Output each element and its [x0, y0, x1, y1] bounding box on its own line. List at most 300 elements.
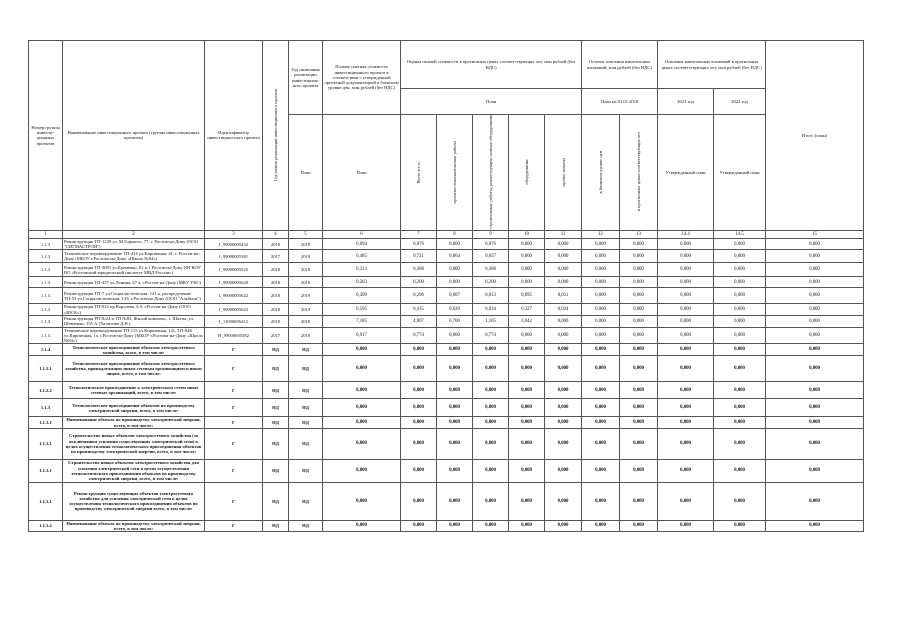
table-cell: 0,000	[714, 238, 766, 249]
table-cell: 0,000	[714, 327, 766, 344]
header-plan-col5: План	[289, 115, 323, 231]
table-cell: 0,000	[401, 399, 437, 417]
table-cell: 0,000	[620, 482, 658, 520]
column-number: 2	[63, 230, 205, 238]
table-cell: 0,415	[401, 304, 437, 315]
table-cell: 2018	[263, 238, 289, 249]
table-cell: 0,000	[620, 344, 658, 356]
table-cell: 0,000	[473, 459, 509, 482]
cell-group-number: 1.1.3.2	[29, 520, 63, 531]
table-cell: 0,694	[323, 238, 401, 249]
cell-project-id: I_11000005412	[205, 315, 263, 327]
table-cell: НД	[289, 459, 323, 482]
table-cell: 0,000	[766, 417, 864, 428]
table-cell: 0,087	[437, 288, 473, 304]
table-cell: 0,000	[766, 238, 864, 249]
table-cell: 0,000	[473, 399, 509, 417]
table-cell: 0,000	[766, 382, 864, 399]
table-row	[29, 520, 864, 531]
table-cell: 0,000	[766, 399, 864, 417]
table-cell: 3,042	[509, 315, 545, 327]
table-cell: 0,000	[509, 382, 545, 399]
column-number: 12	[582, 230, 620, 238]
table-cell: 0,000	[323, 399, 401, 417]
header-full-cost-estimate: Оценка полной стоимости в прогнозных ценах соответствующих лет, млн рублей (без НДС)	[401, 41, 582, 89]
table-cell: 0,000	[620, 417, 658, 428]
cell-group-number: 1.1.3.1	[29, 482, 63, 520]
table-cell: 0,000	[658, 356, 714, 382]
table-cell: 0,000	[658, 277, 714, 288]
header-year-2021: 2021 год	[658, 89, 714, 115]
table-cell: 0,000	[323, 459, 401, 482]
cell-project-id: I_99000005620	[205, 277, 263, 288]
table-cell: НД	[289, 482, 323, 520]
table-cell: 2018	[263, 315, 289, 327]
cell-project-name: Реконструкция ТП-1239 ул. М.Горького, 77, г. Ростов-на-Дону (ООО "СИГМАСТРОЙ")	[63, 238, 205, 249]
table-cell: 0,000	[658, 304, 714, 315]
table-cell: 0,000	[473, 382, 509, 399]
table-cell: 0,000	[766, 344, 864, 356]
column-number: 4	[263, 230, 289, 238]
column-number: 13	[620, 230, 658, 238]
table-cell: 0,000	[437, 238, 473, 249]
table-cell: 0,203	[323, 277, 401, 288]
table-cell: 0,000	[658, 417, 714, 428]
table-cell: 0,000	[545, 428, 582, 459]
table-row	[29, 428, 864, 459]
column-number: 6	[323, 230, 401, 238]
header-approved-plan-2021: Утвержденный план	[658, 115, 714, 231]
table-cell: 4,907	[401, 315, 437, 327]
cell-group-number: 1.1.3	[29, 288, 63, 304]
cell-project-name: Реконструкция ТП-3091 ул.Еременко, 81 к.1 Ростов-на-Дону (ФГКОУ ВО «Ростовский юридический институт МВД России»)	[63, 263, 205, 277]
table-cell: 7,185	[323, 315, 401, 327]
table-row	[29, 356, 864, 382]
column-number: 9	[473, 230, 509, 238]
table-cell: 0,000	[509, 277, 545, 288]
table-cell: 0,000	[620, 327, 658, 344]
table-cell: 0,876	[401, 238, 437, 249]
table-cell: НД	[289, 428, 323, 459]
cell-group-number: 1.1.3	[29, 399, 63, 417]
cell-project-id: Г	[205, 399, 263, 417]
table-cell: НД	[289, 382, 323, 399]
table-cell: 0,000	[545, 417, 582, 428]
table-cell: 0,000	[766, 304, 864, 315]
table-cell: 0,000	[582, 382, 620, 399]
header-plan: План	[401, 89, 582, 115]
table-cell: 0,000	[509, 417, 545, 428]
table-cell: НД	[263, 482, 289, 520]
table-cell: 0,000	[714, 344, 766, 356]
cell-group-number: 1.1.3	[29, 304, 63, 315]
table-cell: 0,000	[714, 428, 766, 459]
table-cell: 0,000	[401, 382, 437, 399]
table-cell: 0,000	[714, 382, 766, 399]
cell-project-id: I_99000005525	[205, 263, 263, 277]
table-cell: 0,000	[620, 315, 658, 327]
cell-project-id: I_99000005381	[205, 250, 263, 263]
table-cell: 2019	[289, 304, 323, 315]
table-row	[29, 399, 864, 417]
table-cell: 0,000	[323, 382, 401, 399]
column-number: 7	[401, 230, 437, 238]
table-cell: 0,013	[473, 288, 509, 304]
table-cell: 0,000	[620, 356, 658, 382]
table-cell: 0,000	[620, 250, 658, 263]
table-cell: 0,200	[473, 277, 509, 288]
cell-project-id: Г	[205, 428, 263, 459]
cell-project-name: Реконструкция ТП-457 ул.Ленина, 67 а, г.Ростов-на-Дону (МКУ УКС)	[63, 277, 205, 288]
table-cell: 0,000	[437, 356, 473, 382]
table-cell: 0,000	[437, 263, 473, 277]
table-cell: 0,000	[658, 238, 714, 249]
table-cell: 0,000	[620, 263, 658, 277]
table-cell: 0,000	[473, 417, 509, 428]
table-cell: 0,657	[473, 250, 509, 263]
header-start-year: Год начала реализации инвестиционного проекта	[263, 41, 289, 231]
table-cell: 0,000	[545, 277, 582, 288]
header-group-number: Номер группы инвести-ционных проектов	[29, 41, 63, 231]
table-cell: 0,034	[473, 304, 509, 315]
table-cell: 0,000	[582, 344, 620, 356]
table-cell: 0,000	[766, 315, 864, 327]
table-cell: 0,000	[509, 238, 545, 249]
table-cell: 2019	[289, 288, 323, 304]
table-cell: 0,000	[620, 304, 658, 315]
table-cell: 2018	[289, 263, 323, 277]
cell-project-name: Реконструкция ТП-922 пр.Королева, 6 б, г.Ростов-на-Дону (ООО «ЮСК»)	[63, 304, 205, 315]
table-cell: НД	[263, 417, 289, 428]
table-cell: 0,000	[401, 428, 437, 459]
table-cell: 0,000	[545, 382, 582, 399]
table-cell: 0,000	[509, 459, 545, 482]
table-cell: 0,309	[323, 288, 401, 304]
table-cell: 0,000	[658, 263, 714, 277]
column-number: 14.5	[714, 230, 766, 238]
table-cell: 0,000	[714, 315, 766, 327]
table-cell: 0,000	[437, 382, 473, 399]
table-cell: НД	[263, 428, 289, 459]
cell-group-number: 1.1.3	[29, 277, 63, 288]
header-project-id: Идентификатор инвестицион-ного проекта	[205, 41, 263, 231]
cell-group-number: 1.1.4	[29, 344, 63, 356]
table-cell: 0,000	[323, 428, 401, 459]
cell-project-id: I_99000005622	[205, 288, 263, 304]
cell-project-id: I_99000005623	[205, 304, 263, 315]
table-cell: 0,000	[437, 459, 473, 482]
table-cell: 0,000	[473, 356, 509, 382]
table-cell: 0,000	[509, 263, 545, 277]
table-cell: 0,000	[714, 520, 766, 531]
table-cell: 0,000	[582, 417, 620, 428]
table-cell: 2018	[263, 288, 289, 304]
cell-project-name: Наименование объекта по производству электрической энергии, всего, в том числе:	[63, 417, 205, 428]
table-cell: 0,000	[401, 459, 437, 482]
table-cell: 0,000	[658, 327, 714, 344]
table-cell: НД	[263, 344, 289, 356]
table-cell: 0,000	[766, 250, 864, 263]
table-cell: 0,876	[473, 238, 509, 249]
cell-group-number: 1.1.3.1	[29, 428, 63, 459]
cell-group-number: 1.1.2.2	[29, 382, 63, 399]
table-cell: 0,000	[620, 238, 658, 249]
header-design-works: проектно-изыскательские работы	[437, 115, 473, 231]
table-cell: 0,000	[582, 459, 620, 482]
table-cell: 0,000	[509, 520, 545, 531]
table-cell: 2018	[289, 327, 323, 344]
table-cell: 0,000	[545, 344, 582, 356]
header-project-name: Наименование инвестиционного проекта (группы инвестиционных проектов)	[63, 41, 205, 231]
table-cell: 0,000	[437, 428, 473, 459]
table-header	[29, 41, 864, 239]
table-cell: 0,000	[509, 482, 545, 520]
table-cell: 0,000	[545, 250, 582, 263]
table-cell: 0,000	[545, 399, 582, 417]
table-cell: 0,000	[437, 520, 473, 531]
table-cell: 0,000	[473, 344, 509, 356]
table-cell: 0,000	[766, 459, 864, 482]
table-cell: 0,000	[545, 482, 582, 520]
header-equipment: оборудование	[509, 115, 545, 231]
table-row	[29, 250, 864, 263]
table-cell: НД	[289, 520, 323, 531]
table-cell: 0,000	[473, 428, 509, 459]
table-cell: 0,774	[401, 327, 437, 344]
table-cell: 0,000	[545, 238, 582, 249]
cell-project-id: Г	[205, 382, 263, 399]
table-cell: 0,000	[766, 428, 864, 459]
table-row	[29, 382, 864, 399]
column-number: 8	[437, 230, 473, 238]
table-cell: 0,774	[473, 327, 509, 344]
cell-project-id: Г	[205, 344, 263, 356]
table-cell: 0,200	[401, 277, 437, 288]
table-cell: 2018	[289, 238, 323, 249]
table-cell: 0,000	[658, 459, 714, 482]
cell-project-id: Г	[205, 356, 263, 382]
table-cell: 0,721	[401, 250, 437, 263]
table-cell: 0,000	[766, 520, 864, 531]
table-cell: 0,000	[620, 277, 658, 288]
table-cell: 0,000	[766, 288, 864, 304]
header-approved-plan-2022: Утвержденный план	[714, 115, 766, 231]
table-row	[29, 327, 864, 344]
document-page	[28, 40, 863, 532]
cell-project-id: H_99000005382	[205, 327, 263, 344]
table-cell: 0,595	[323, 304, 401, 315]
cell-project-name: Реконструкция ТП-7 ул.Социалистическая, 141 к, распределение ТП-53 ул.Социалистическая, 133, г.Ростов-на-Дону (ООО "Альбион")	[63, 288, 205, 304]
table-cell: 0,000	[437, 327, 473, 344]
table-cell: 0,000	[582, 304, 620, 315]
table-cell: 0,000	[620, 459, 658, 482]
table-cell: 0,000	[473, 520, 509, 531]
table-cell: НД	[289, 344, 323, 356]
table-cell: 0,000	[582, 428, 620, 459]
header-plan-date: План на 01.01.2018	[582, 89, 658, 115]
header-construction-works: строительные работы, реконструкция, монтаж оборудования	[473, 115, 509, 231]
table-cell: 0,000	[323, 482, 401, 520]
table-cell: 0,000	[582, 327, 620, 344]
table-cell: 2018	[263, 263, 289, 277]
column-number: 3	[205, 230, 263, 238]
table-cell: 0,000	[509, 399, 545, 417]
table-cell: 0,000	[545, 263, 582, 277]
table-cell: 0,000	[714, 288, 766, 304]
cell-project-name: Технологическое присоединение объектов по производству электрической энергии, всего, в том числе:	[63, 399, 205, 417]
table-row	[29, 482, 864, 520]
table-cell: 0,000	[714, 263, 766, 277]
cell-project-name: Реконструкция РП №24 и ТП №83, Жилой комплекс, г. Шахты, ул. Шевченко, 155 А (Халилова Д.Н.)	[63, 315, 205, 327]
table-cell: 2018	[263, 304, 289, 315]
column-number: 5	[289, 230, 323, 238]
header-base-prices: в базисном уровне цен	[582, 115, 620, 231]
table-cell: 2017	[263, 327, 289, 344]
table-cell: НД	[289, 399, 323, 417]
table-cell: 0,000	[620, 382, 658, 399]
table-cell: 0,308	[473, 263, 509, 277]
cell-project-id: Г	[205, 459, 263, 482]
table-cell: 0,000	[714, 417, 766, 428]
table-cell: 0,296	[401, 288, 437, 304]
table-cell: 0,000	[766, 263, 864, 277]
table-cell: 0,000	[766, 277, 864, 288]
table-cell: 0,327	[509, 304, 545, 315]
table-cell: 0,000	[545, 520, 582, 531]
cell-group-number: 1.1.3.1	[29, 459, 63, 482]
table-cell: НД	[263, 459, 289, 482]
table-row	[29, 459, 864, 482]
table-cell: 0,000	[582, 263, 620, 277]
table-cell: 0,064	[437, 250, 473, 263]
table-cell: 0,000	[473, 482, 509, 520]
table-cell: 0,034	[545, 304, 582, 315]
table-cell: 0,000	[620, 520, 658, 531]
table-row	[29, 315, 864, 327]
table-cell: НД	[263, 399, 289, 417]
table-cell: 0,000	[323, 417, 401, 428]
column-number-row	[29, 230, 864, 238]
table-cell: 0,000	[620, 428, 658, 459]
table-cell: 0,000	[582, 238, 620, 249]
header-year-2022: 2022 год	[714, 89, 766, 115]
table-cell: 0,000	[714, 399, 766, 417]
table-cell: НД	[263, 356, 289, 382]
cell-project-name: Реконструкция существующих объектов электросетевого хозяйства для усиления электрической сети в целях осуществления технологического присоединения объектов по производству электрической энергии всего, в том числе:	[63, 482, 205, 520]
table-cell: 0,000	[582, 399, 620, 417]
table-cell: 2018	[263, 277, 289, 288]
cell-project-name: Техническое перевооружение ТП-414 ул.Кирпичная, 41, г. Ростов-на-Дону (МБОУ г.Ростова-на-Дону «Школь №84»)	[63, 250, 205, 263]
table-cell: 0,000	[323, 356, 401, 382]
cell-project-name: Технологическое присоединение объектов электросетевого хозяйства, принадлежащих иным сетевым организациям и иным лицам, всего, в том числе:	[63, 356, 205, 382]
cell-group-number: 1.1.3	[29, 263, 63, 277]
table-cell: 2018	[289, 277, 323, 288]
table-cell: 0,000	[658, 520, 714, 531]
table-cell: 0,000	[437, 344, 473, 356]
table-cell: 0,000	[620, 288, 658, 304]
cell-project-id: Г	[205, 482, 263, 520]
table-cell: 0,000	[509, 428, 545, 459]
table-cell: НД	[289, 417, 323, 428]
cell-project-name: Строительство новых объектов электросетевого хозяйства для усиления электрической сети в целях осуществления технологического присоединения объектов по производству электрической энергии, всего, в том числе:	[63, 459, 205, 482]
table-cell: 1,165	[473, 315, 509, 327]
table-cell: 0,000	[401, 356, 437, 382]
table-cell: 0,000	[582, 277, 620, 288]
table-cell: 0,000	[509, 344, 545, 356]
cell-project-id: Г	[205, 417, 263, 428]
table-body	[29, 238, 864, 531]
header-forecast-prices: в прогнозных ценах соответствующих лет	[620, 115, 658, 231]
table-cell: 0,000	[545, 459, 582, 482]
table-cell: НД	[263, 520, 289, 531]
header-estimated-cost: Полная сметная стоимость инвестиционного проекта в соответствии с утвержденной проектной документацией в базисном уровне цен, млн рублей (без НДС)	[323, 41, 401, 115]
column-number: 15	[766, 230, 864, 238]
cell-group-number: 1.1.3	[29, 315, 63, 327]
table-cell: 0,917	[323, 327, 401, 344]
column-number: 1	[29, 230, 63, 238]
table-cell: 0,000	[658, 382, 714, 399]
table-cell: 0,000	[509, 327, 545, 344]
table-cell: 0,000	[714, 459, 766, 482]
table-cell: 0,000	[401, 417, 437, 428]
table-row	[29, 277, 864, 288]
table-cell: 0,000	[658, 399, 714, 417]
header-other-costs: прочие затраты	[545, 115, 582, 231]
table-cell: НД	[263, 382, 289, 399]
table-cell: 0,308	[401, 263, 437, 277]
table-cell: 0,000	[714, 250, 766, 263]
cell-group-number: 1.1.2.1	[29, 356, 63, 382]
table-cell: 0,000	[714, 277, 766, 288]
table-cell: 0,000	[766, 327, 864, 344]
table-cell: 0,000	[714, 482, 766, 520]
table-cell: 0,000	[509, 356, 545, 382]
table-cell: 0,000	[545, 315, 582, 327]
table-cell: 0,000	[437, 399, 473, 417]
table-cell: 0,000	[714, 304, 766, 315]
table-cell: 0,313	[323, 263, 401, 277]
table-cell: 0,000	[582, 250, 620, 263]
cell-project-name: Наименование объекта по производству электрической энергии, всего, в том числе:	[63, 520, 205, 531]
cell-project-name: Строительство новых объектов электросетевого хозяйства (за исключением усиления существующих электрической сети) в целях осуществления технологического присоединения объектов по производству электрической энергии, всего, в том числе:	[63, 428, 205, 459]
table-row	[29, 288, 864, 304]
header-remaining-investment: Остаток освоения капитальных вложений, млн рублей (без НДС)	[582, 41, 658, 89]
cell-project-name: Технологическое присоединение к электрическим сетям иных сетевых организаций, всего, в том числе:	[63, 382, 205, 399]
table-cell: 0,000	[658, 288, 714, 304]
column-number: 14.4	[658, 230, 714, 238]
cell-group-number: 1.1.3	[29, 250, 63, 263]
table-cell: 0,020	[437, 304, 473, 315]
table-cell: 0,000	[401, 482, 437, 520]
table-cell: 0,000	[582, 520, 620, 531]
table-cell: 0,485	[323, 250, 401, 263]
table-cell: 0,000	[658, 482, 714, 520]
cell-group-number: 1.1.3	[29, 327, 63, 344]
header-total-plan: Итого (план)	[766, 41, 864, 231]
table-cell: НД	[289, 356, 323, 382]
table-row	[29, 417, 864, 428]
cell-project-name: Технологическое присоединение объектов электросетевого хозяйства, всего, в том числе:	[63, 344, 205, 356]
header-end-year: Год окончания реализации инвестицион-ного проекта	[289, 41, 323, 115]
table-cell: 0,000	[766, 356, 864, 382]
column-number: 11	[545, 230, 582, 238]
table-cell: 0,000	[658, 428, 714, 459]
table-cell: 0,000	[658, 250, 714, 263]
table-cell: 0,000	[323, 520, 401, 531]
table-cell: 0,000	[766, 482, 864, 520]
table-cell: 2017	[263, 250, 289, 263]
cell-project-id: I_99000005432	[205, 238, 263, 249]
